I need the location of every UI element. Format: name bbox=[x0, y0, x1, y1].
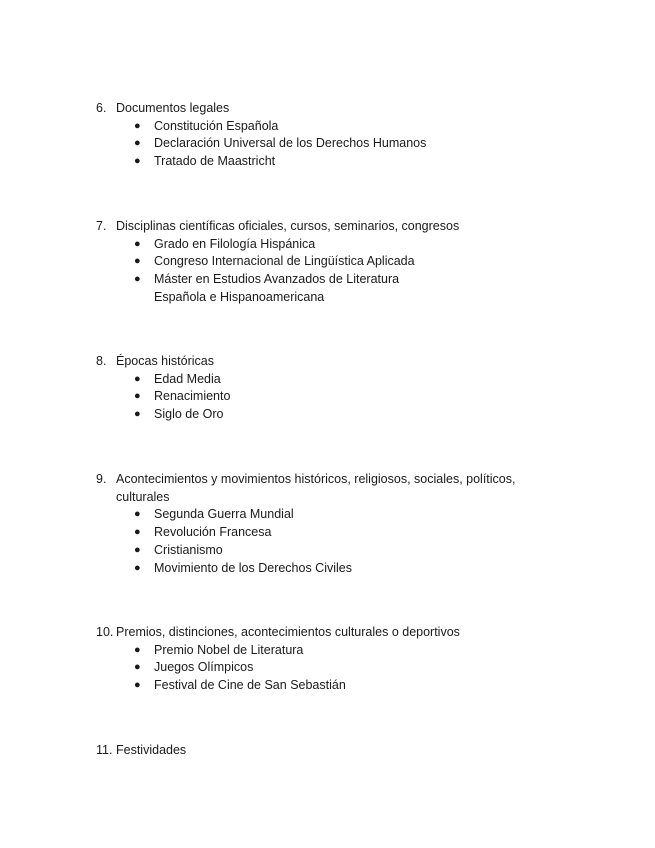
list-item-text: Máster en Estudios Avanzados de Literatura Española e Hispanoamericana bbox=[154, 272, 400, 304]
list-item-text: Renacimiento bbox=[154, 389, 231, 404]
section-10 bbox=[96, 624, 556, 695]
bullet-icon: ● bbox=[134, 561, 141, 574]
bullet-list bbox=[96, 642, 556, 695]
bullet-icon: ● bbox=[134, 408, 141, 421]
list-item bbox=[134, 153, 556, 171]
list-item bbox=[134, 506, 556, 524]
section-11 bbox=[96, 742, 556, 760]
list-item bbox=[134, 388, 556, 406]
list-item bbox=[134, 677, 556, 695]
list-item bbox=[134, 271, 454, 306]
list-item bbox=[134, 236, 454, 254]
list-item bbox=[134, 659, 556, 677]
bullet-icon: ● bbox=[134, 255, 141, 268]
bullet-icon: ● bbox=[134, 119, 141, 132]
bullet-icon: ● bbox=[134, 137, 141, 150]
list-item bbox=[134, 118, 556, 136]
bullet-list bbox=[96, 118, 556, 171]
section-heading bbox=[96, 624, 556, 642]
bullet-icon: ● bbox=[134, 543, 141, 556]
section-9 bbox=[96, 471, 556, 577]
list-item-text: Tratado de Maastricht bbox=[154, 154, 276, 169]
bullet-icon: ● bbox=[134, 679, 141, 692]
section-heading bbox=[96, 218, 556, 236]
list-item bbox=[134, 542, 556, 560]
section-number: 11. bbox=[96, 743, 113, 757]
section-number: 7. bbox=[96, 219, 107, 233]
list-item bbox=[134, 524, 556, 542]
bullet-icon: ● bbox=[134, 643, 141, 656]
bullet-list bbox=[96, 506, 556, 577]
section-number: 9. bbox=[96, 472, 107, 486]
section-title: Disciplinas científicas oficiales, cursos, seminarios, congresos bbox=[116, 219, 460, 233]
section-heading bbox=[96, 353, 556, 371]
bullet-icon: ● bbox=[134, 508, 141, 521]
bullet-icon: ● bbox=[134, 237, 141, 250]
section-heading bbox=[96, 742, 556, 760]
bullet-icon: ● bbox=[134, 390, 141, 403]
list-item-text: Siglo de Oro bbox=[154, 407, 224, 422]
list-item-text: Congreso Internacional de Lingüística Aplicada bbox=[154, 254, 415, 269]
section-heading bbox=[96, 471, 556, 506]
section-7 bbox=[96, 218, 556, 307]
list-item-text: Declaración Universal de los Derechos Humanos bbox=[154, 136, 427, 151]
section-title: Épocas históricas bbox=[116, 354, 214, 368]
section-8 bbox=[96, 353, 556, 424]
bullet-list bbox=[96, 236, 454, 307]
bullet-icon: ● bbox=[134, 372, 141, 385]
bullet-icon: ● bbox=[134, 273, 141, 286]
section-6 bbox=[96, 100, 556, 171]
list-item bbox=[134, 642, 556, 660]
list-item-text: Segunda Guerra Mundial bbox=[154, 507, 294, 522]
section-number: 6. bbox=[96, 101, 107, 115]
section-number: 8. bbox=[96, 354, 107, 368]
list-item-text: Constitución Española bbox=[154, 118, 279, 133]
list-item bbox=[134, 560, 556, 578]
section-heading bbox=[96, 100, 556, 118]
section-title: Documentos legales bbox=[116, 101, 230, 115]
bullet-icon: ● bbox=[134, 526, 141, 539]
list-item-text: Revolución Francesa bbox=[154, 525, 272, 540]
list-item bbox=[134, 371, 556, 389]
list-item bbox=[134, 135, 556, 153]
section-title: Premios, distinciones, acontecimientos culturales o deportivos bbox=[116, 625, 460, 639]
bullet-icon: ● bbox=[134, 661, 141, 674]
bullet-list bbox=[96, 371, 556, 424]
list-item-text: Edad Media bbox=[154, 371, 221, 386]
list-item-text: Juegos Olímpicos bbox=[154, 660, 254, 675]
list-item bbox=[134, 253, 454, 271]
section-title: Festividades bbox=[116, 743, 187, 757]
list-item-text: Grado en Filología Hispánica bbox=[154, 236, 316, 251]
list-item bbox=[134, 406, 556, 424]
list-item-text: Movimiento de los Derechos Civiles bbox=[154, 560, 352, 575]
list-item-text: Premio Nobel de Literatura bbox=[154, 642, 304, 657]
list-item-text: Cristianismo bbox=[154, 542, 223, 557]
list-item-text: Festival de Cine de San Sebastián bbox=[154, 678, 346, 693]
section-title: Acontecimientos y movimientos históricos, religiosos, sociales, políticos, culturales bbox=[116, 472, 516, 504]
section-number: 10. bbox=[96, 625, 114, 639]
bullet-icon: ● bbox=[134, 155, 141, 168]
